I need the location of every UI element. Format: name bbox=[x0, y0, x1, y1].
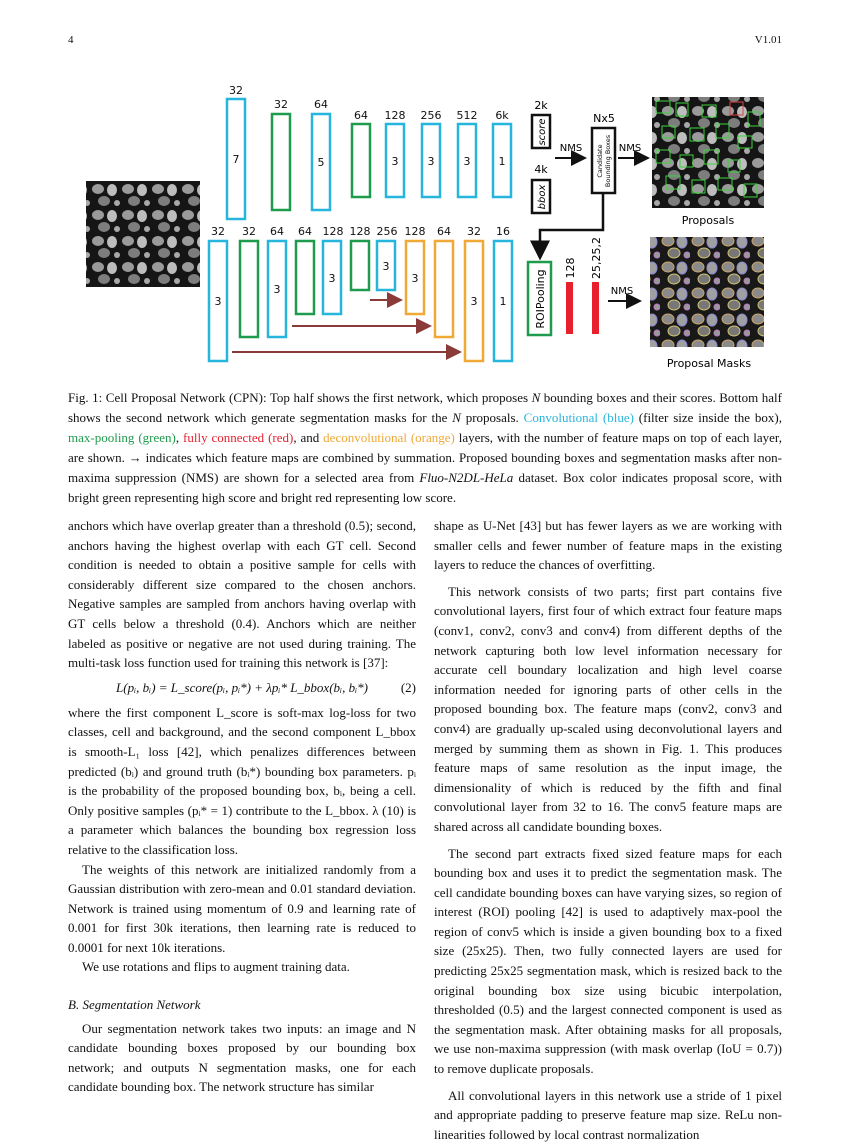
proposals-image bbox=[652, 97, 764, 208]
equation-2: L(pᵢ, bᵢ) = L_score(pᵢ, pᵢ*) + λpᵢ* L_bbox(bᵢ, bᵢ*) (2) bbox=[68, 673, 416, 703]
bottom-pool2-layer bbox=[296, 241, 314, 314]
left-column bbox=[68, 516, 416, 1097]
roi-pooling-label: ROIPooling bbox=[534, 269, 547, 329]
score-size-label: 2k bbox=[534, 99, 548, 112]
bottom-filter-label: 3 bbox=[411, 272, 419, 285]
top-channel-label: 512 bbox=[456, 109, 478, 122]
bottom-filter-label: 3 bbox=[382, 260, 390, 273]
figure-caption: Fig. 1: Cell Proposal Network (CPN): Top half shows the first network, which proposes N bounding boxes and their scores. Bottom half shows the second network which generate segmentation masks for the N proposals. Convolutional (blue) (filter size inside the box), max-pooling (green), fully connected (red), and deconvolutional (orange) layers, with the number of feature maps on top of each layer, are shown. → indicates which feature maps are combined by summation. Proposed bounding boxes and segmentation masks after non-maxima suppression (NMS) are shown for a selected area from Fluo-N2DL-HeLa dataset. Box color indicates proposal score, with bright green representing high score and bright red representing low score. bbox=[68, 390, 782, 505]
top-filter-label: 7 bbox=[232, 153, 240, 166]
bottom-channel-label: 64 bbox=[298, 225, 312, 238]
top-filter-label: 3 bbox=[391, 155, 399, 168]
nx5-label: Nx5 bbox=[593, 112, 615, 125]
paragraph: The weights of this network are initialized randomly from a Gaussian distribution with zero-mean and 0.01 standard deviation. Network is trained using momentum of 0.9 and learning rate of 0.001 for first 30k iterations, then learning rate is reduced to 0.0001 for next 10k iterations. bbox=[68, 861, 416, 955]
top-channel-label: 128 bbox=[384, 109, 406, 122]
bottom-channel-label: 32 bbox=[211, 225, 225, 238]
bottom-filter-label: 3 bbox=[214, 295, 222, 308]
fc2-layer bbox=[592, 282, 599, 334]
bottom-network bbox=[209, 225, 764, 370]
paragraph: shape as U-Net [43] but has fewer layers as we are working with smaller cells and fewer number of feature maps in the existing layers to reduce the chances of overfitting. bbox=[434, 518, 782, 573]
fc1-layer bbox=[566, 282, 573, 334]
top-channel-label: 256 bbox=[420, 109, 442, 122]
score-label: score bbox=[537, 118, 548, 146]
bbox-label: bbox bbox=[537, 184, 548, 210]
candidate-label-line1: Candidate bbox=[596, 144, 604, 178]
paragraph: All convolutional layers in this network use a stride of 1 pixel and appropriate padding to preserve feature map size. ReLu non-linearities followed by local contrast normalization bbox=[434, 1087, 782, 1142]
nms-label: NMS bbox=[618, 143, 642, 154]
bottom-pool3-layer bbox=[351, 241, 369, 290]
bottom-channel-label: 64 bbox=[270, 225, 284, 238]
nms-label: NMS bbox=[610, 286, 634, 297]
section-heading: B. Segmentation Network bbox=[68, 997, 201, 1013]
top-pool2-layer bbox=[352, 124, 370, 197]
top-channel-label: 64 bbox=[354, 109, 368, 122]
top-filter-label: 5 bbox=[317, 156, 325, 169]
bottom-channel-label: 32 bbox=[242, 225, 256, 238]
top-pool1-layer bbox=[272, 114, 290, 210]
bottom-channel-label: 16 bbox=[496, 225, 510, 238]
top-channel-label: 6k bbox=[495, 109, 509, 122]
paragraph: We use rotations and flips to augment training data. bbox=[82, 959, 350, 975]
cpn-architecture-figure bbox=[0, 0, 850, 380]
candidate-label-line2: Bounding Boxes bbox=[604, 134, 612, 188]
top-filter-label: 3 bbox=[427, 155, 435, 168]
top-channel-label: 32 bbox=[229, 84, 243, 97]
caption-conv-legend: Convolutional (blue) bbox=[523, 410, 634, 425]
top-channel-label: 32 bbox=[274, 98, 288, 111]
fc1-label: 128 bbox=[564, 257, 577, 279]
bottom-channel-label: 256 bbox=[376, 225, 398, 238]
caption-deconv-legend: deconvolutional (orange) bbox=[323, 430, 455, 445]
nms-label: NMS bbox=[559, 143, 583, 154]
equation-number: (2) bbox=[400, 679, 416, 695]
top-filter-label: 1 bbox=[498, 155, 506, 168]
page-number: 4 bbox=[68, 34, 74, 46]
top-channel-label: 64 bbox=[314, 98, 328, 111]
paragraph: where the first component L_score is soft-max log-loss for two classes, cell and background, and the second component L_bbox is smooth-L₁ loss [42], which penalizes differences between predicted (bᵢ) and ground truth (bᵢ*) bounding box parameters. pᵢ is the probability of the proposed bounding box, bᵢ, being a cell. Only positive samples (pᵢ* = 1) contribute to the L_bbox. λ (10) is a parameter which balances the bounding box regression loss relative to the classification loss. bbox=[68, 704, 416, 857]
bottom-filter-label: 3 bbox=[328, 272, 336, 285]
version-label: V1.01 bbox=[754, 34, 782, 46]
proposal-masks-image bbox=[650, 237, 764, 347]
bottom-channel-label: 128 bbox=[322, 225, 344, 238]
bbox-size-label: 4k bbox=[534, 163, 548, 176]
bottom-channel-label: 32 bbox=[467, 225, 481, 238]
input-cell-image bbox=[86, 181, 200, 287]
top-filter-label: 3 bbox=[463, 155, 471, 168]
fc2-label: 25,25,2 bbox=[590, 237, 603, 279]
proposals-label: Proposals bbox=[681, 214, 735, 227]
bottom-filter-label: 3 bbox=[273, 283, 281, 296]
bottom-filter-label: 3 bbox=[470, 295, 478, 308]
caption-pool-legend: max-pooling (green) bbox=[68, 430, 176, 445]
bottom-pool1-layer bbox=[240, 241, 258, 337]
caption-fc-legend: fully connected (red) bbox=[183, 430, 294, 445]
paragraph: The second part extracts fixed sized feature maps for each bounding box and uses it to predict the segmentation mask. The cell candidate bounding boxes can have varying sizes, so region of interest (ROI) pooling [42] is used to adaptively max-pool the region of conv5 which is inside a given bounding box to a fixed size (25x25). Then, two fully connected layers are used for predicting 25x25 segmentation mask, which is resized back to the original bounding box size using bicubic interpolation, thresholded (0.5) and the largest connected component is used as the segmentation mask. After obtaining masks for all proposals, we use non-maxima suppression (with mask overlap (IoU = 0.7)) to remove duplicate proposals. bbox=[434, 845, 782, 1077]
bottom-filter-label: 1 bbox=[499, 295, 507, 308]
proposal-masks-label: Proposal Masks bbox=[666, 357, 752, 370]
paragraph: Our segmentation network takes two inputs: an image and N candidate bounding boxes proposed by our bounding box network; and outputs N segmentation masks, one for each candidate bounding box. The network structure has similar bbox=[68, 1020, 416, 1095]
paragraph: This network consists of two parts; first part contains five convolutional layers, first four of which extract four feature maps (conv1, conv2, conv3 and conv4) from different depths of the network capturing both low level information necessary for accurate cell boundary localization and high level coarse information needed for ignoring parts of other cells in the proposed bounding box. The feature maps (conv2, conv3 and conv4) are gradually up-scaled using deconvolutional layers and merged by summing them as shown in Fig. 1. This produces feature maps of same resolution as the input image, the dimensionality of which is reduced by the fifth and final convolutional layer from 32 to 16. The conv5 feature maps are shared across all candidate bounding boxes. bbox=[434, 583, 782, 834]
paragraph: anchors which have overlap greater than a threshold (0.5); second, anchors having the highest overlap with each GT cell. Second condition is needed to obtain a positive sample for cells with considerably different size compared to the chosen anchors. Negative samples are sampled from anchors having overlap with GT cells below a threshold (0.4). Anchors which are neither labeled as positive or negative are not used during training. The multi-task loss function used for training this network is [37]: bbox=[68, 518, 416, 671]
bottom-deconv2-layer bbox=[435, 241, 453, 337]
bottom-channel-label: 128 bbox=[404, 225, 426, 238]
top-network bbox=[227, 84, 764, 227]
right-column bbox=[434, 516, 782, 1144]
bottom-channel-label: 64 bbox=[437, 225, 451, 238]
bottom-channel-label: 128 bbox=[349, 225, 371, 238]
